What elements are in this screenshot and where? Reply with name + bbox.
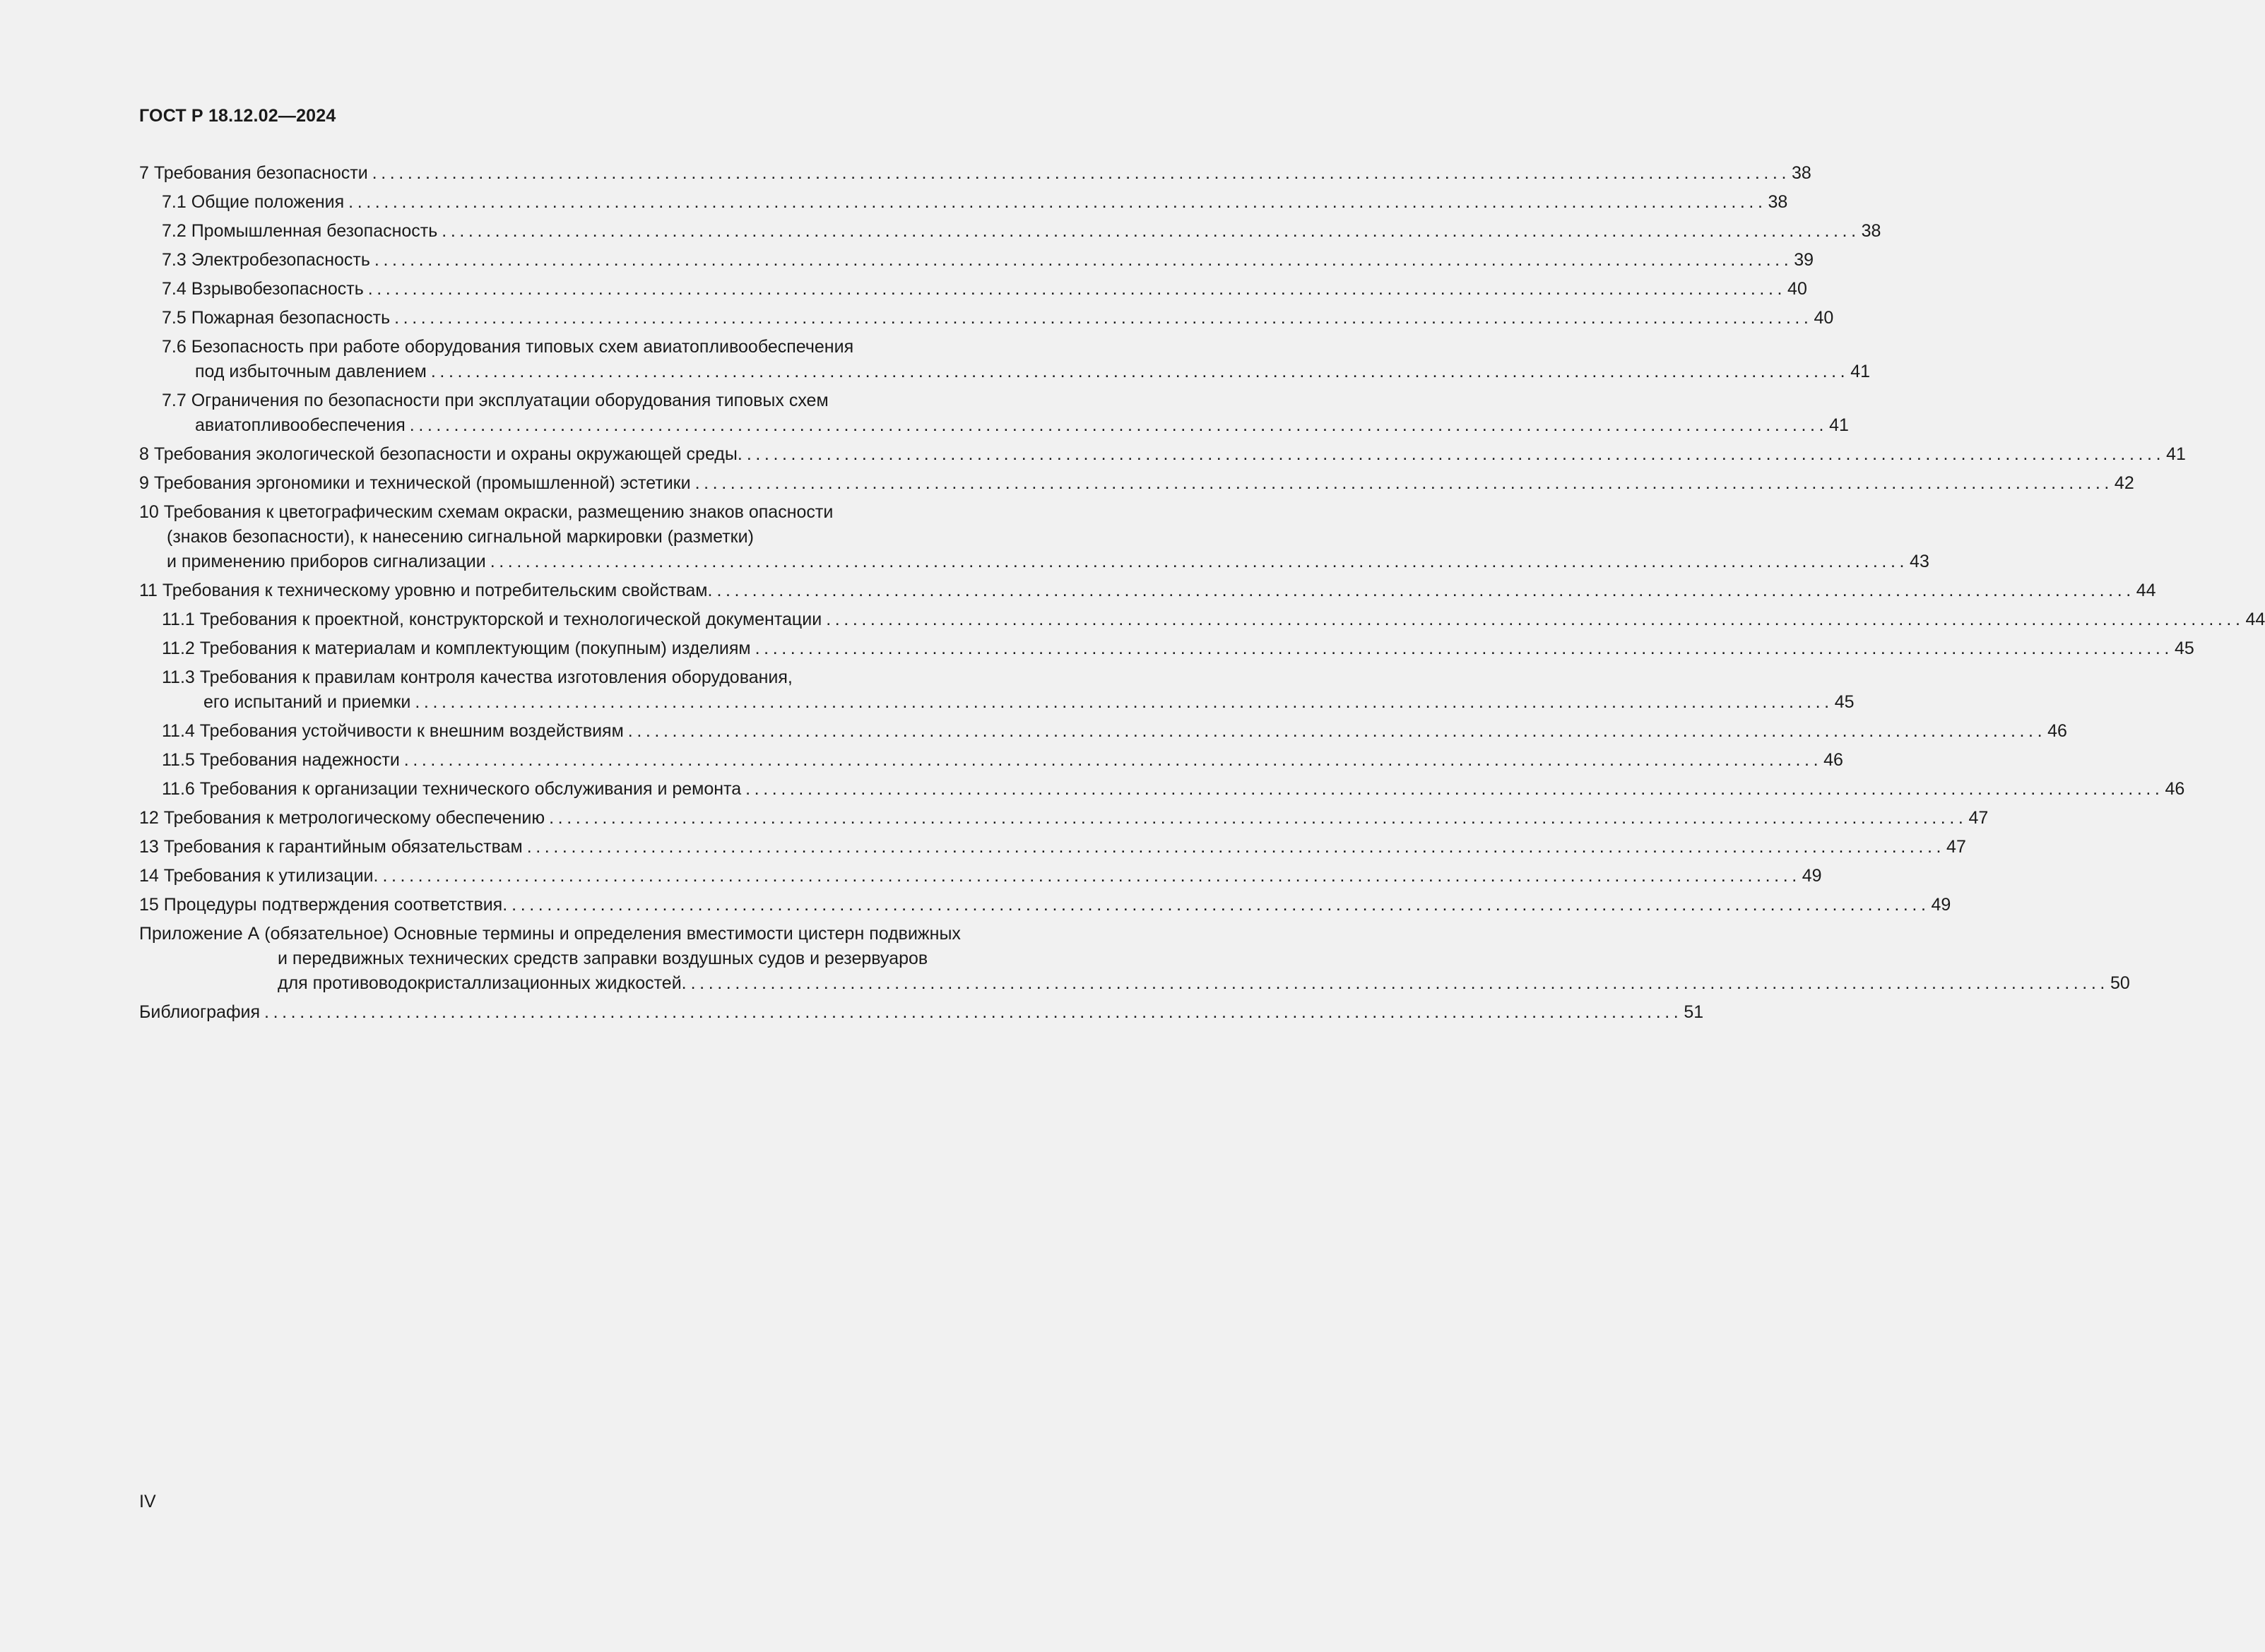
toc-page-number: 46 <box>2165 779 2185 799</box>
toc-entry[interactable] <box>139 748 1843 773</box>
toc-leader-dots: ................................................................................................................................................................ <box>490 552 1909 571</box>
toc-page-number: 43 <box>1910 552 1929 571</box>
toc-page-number: 44 <box>2245 610 2265 629</box>
toc-entry[interactable] <box>139 306 1834 331</box>
toc-leader-dots: ................................................................................................................................................................ <box>430 362 1850 381</box>
toc-page-number: 46 <box>1823 750 1843 770</box>
toc-entry-title: 7 Требования безопасности <box>139 163 368 183</box>
toc-page-number: 47 <box>1968 808 1989 828</box>
toc-leader-dots: ................................................................................................................................................................ <box>755 638 2173 658</box>
toc-leader-dots: ................................................................................................................................................................ <box>403 750 1823 770</box>
toc-entry[interactable] <box>139 777 2185 802</box>
toc-leader-dots: ................................................................................................................................................................ <box>526 837 1946 857</box>
toc-entry[interactable] <box>139 835 1966 860</box>
toc-entry-title: 11.5 Требования надежности <box>162 750 400 770</box>
toc-entry[interactable] <box>139 719 2067 744</box>
toc-page-number: 38 <box>1768 192 1788 212</box>
toc-leader-dots: ................................................................................................................................................................ <box>627 721 2047 741</box>
toc-entry-title: 7.5 Пожарная безопасность <box>162 308 391 328</box>
toc-entry-title-line: Приложение А (обязательное) Основные термины и определения вместимости цистерн подвижных <box>139 924 961 944</box>
toc-leader-dots: ................................................................................................................................................................ <box>442 221 1860 241</box>
toc-page-number: 40 <box>1814 308 1834 328</box>
toc-leader-dots: ................................................................................................................................................................ <box>372 163 1790 183</box>
toc-entry-title-line: 7.7 Ограничения по безопасности при эксплуатации оборудования типовых схем <box>162 391 829 410</box>
toc-leader-dots: ................................................................................................................................................................ <box>694 473 2113 493</box>
toc-entry[interactable] <box>139 388 1849 438</box>
toc-entry-title-continuation: под избыточным давлением <box>195 362 427 381</box>
toc-page-number: 47 <box>1946 837 1966 857</box>
toc-entry-title-line: 7.6 Безопасность при работе оборудования типовых схем авиатопливообеспечения <box>162 337 854 357</box>
toc-entry[interactable] <box>139 471 2134 496</box>
toc-page-number: 40 <box>1787 279 1807 299</box>
toc-entry[interactable] <box>139 500 1929 574</box>
toc-leader-dots: ................................................................................................................................................................ <box>511 895 1930 915</box>
toc-page-number: 49 <box>1931 895 1951 915</box>
toc-leader-dots: ................................................................................................................................................................ <box>264 1002 1683 1022</box>
toc-entry-title-continuation: для противоводокристаллизационных жидкостей. <box>278 973 687 993</box>
toc-entry-title: 9 Требования эргономики и технической (промышленной) эстетики <box>139 473 691 493</box>
toc-entry[interactable] <box>139 636 2194 661</box>
toc-page-number: 46 <box>2047 721 2067 741</box>
toc-leader-dots: ................................................................................................................................................................ <box>690 973 2109 993</box>
toc-entry-title-continuation: (знаков безопасности), к нанесению сигнальной маркировки (разметки) <box>167 527 754 547</box>
page-number: IV <box>139 1492 156 1511</box>
toc-leader-dots: ................................................................................................................................................................ <box>415 692 1833 712</box>
toc-entry-title-line: 10 Требования к цветографическим схемам окраски, размещению знаков опасности <box>139 502 834 522</box>
toc-entry-title-continuation: и передвижных технических средств заправки воздушных судов и резервуаров <box>278 949 928 968</box>
toc-entry[interactable] <box>139 893 1951 917</box>
toc-entry-title: 11.1 Требования к проектной, конструкторской и технологической документации <box>162 610 822 629</box>
toc-entry-title: 11.6 Требования к организации технического обслуживания и ремонта <box>162 779 742 799</box>
toc-entry-title: 15 Процедуры подтверждения соответствия. <box>139 895 508 915</box>
toc-entry-title: 14 Требования к утилизации. <box>139 866 379 886</box>
toc-entry-title: 11.2 Требования к материалам и комплектующим (покупным) изделиям <box>162 638 751 658</box>
toc-entry-title: 11 Требования к техническому уровню и потребительским свойствам. <box>139 581 713 600</box>
toc-entry-title: 11.4 Требования устойчивости к внешним воздействиям <box>162 721 624 741</box>
toc-leader-dots: ................................................................................................................................................................ <box>549 808 1968 828</box>
toc-page-number: 41 <box>1850 362 1871 381</box>
toc-leader-dots: ................................................................................................................................................................ <box>394 308 1813 328</box>
toc-page-number: 41 <box>2166 444 2186 464</box>
toc-page-number: 39 <box>1794 250 1814 270</box>
toc-page-number: 42 <box>2114 473 2134 493</box>
toc-leader-dots: ................................................................................................................................................................ <box>745 779 2164 799</box>
toc-page-number: 45 <box>1834 692 1855 712</box>
toc-entry-title: 12 Требования к метрологическому обеспечению <box>139 808 545 828</box>
toc-entry-title: 13 Требования к гарантийным обязательствам <box>139 837 523 857</box>
toc-entry-title: 8 Требования экологической безопасности и охраны окружающей среды. <box>139 444 743 464</box>
table-of-contents <box>139 161 2265 1029</box>
toc-leader-dots: ................................................................................................................................................................ <box>382 866 1801 886</box>
toc-page-number: 44 <box>2136 581 2156 600</box>
toc-entry[interactable] <box>139 219 1881 244</box>
toc-entry-title: 7.4 Взрывобезопасность <box>162 279 364 299</box>
toc-entry-title-continuation: и применению приборов сигнализации <box>167 552 486 571</box>
toc-entry-title: 7.1 Общие положения <box>162 192 345 212</box>
toc-leader-dots: ................................................................................................................................................................ <box>348 192 1767 212</box>
toc-page-number: 38 <box>1861 221 1881 241</box>
toc-entry[interactable] <box>139 335 1871 384</box>
toc-entry[interactable] <box>139 607 2265 632</box>
toc-leader-dots: ................................................................................................................................................................ <box>367 279 1787 299</box>
document-code-header: ГОСТ Р 18.12.02—2024 <box>139 106 336 126</box>
toc-entry[interactable] <box>139 442 2186 467</box>
toc-leader-dots: ................................................................................................................................................................ <box>826 610 2245 629</box>
toc-entry-title: 7.2 Промышленная безопасность <box>162 221 438 241</box>
toc-entry-title-continuation: авиатопливообеспечения <box>195 415 406 435</box>
toc-entry[interactable] <box>139 806 1989 831</box>
toc-page-number: 38 <box>1792 163 1811 183</box>
toc-page-number: 50 <box>2110 973 2130 993</box>
toc-entry-title-continuation: его испытаний и приемки <box>203 692 411 712</box>
toc-entry[interactable] <box>139 578 2156 603</box>
toc-leader-dots: ................................................................................................................................................................ <box>716 581 2135 600</box>
toc-entry[interactable] <box>139 161 1811 186</box>
toc-page-number: 49 <box>1802 866 1822 886</box>
toc-entry[interactable] <box>139 190 1788 215</box>
toc-entry-title: Библиография <box>139 1002 261 1022</box>
toc-entry-appendix[interactable] <box>139 922 2130 996</box>
toc-entry-bibliography[interactable] <box>139 1000 1704 1025</box>
toc-entry[interactable] <box>139 248 1814 273</box>
toc-page-number: 45 <box>2174 638 2194 658</box>
toc-entry[interactable] <box>139 864 1822 889</box>
toc-entry-title-line: 11.3 Требования к правилам контроля качества изготовления оборудования, <box>162 667 793 687</box>
toc-page-number: 51 <box>1684 1002 1704 1022</box>
toc-leader-dots: ................................................................................................................................................................ <box>374 250 1793 270</box>
toc-leader-dots: ................................................................................................................................................................ <box>409 415 1828 435</box>
toc-leader-dots: ................................................................................................................................................................ <box>746 444 2165 464</box>
toc-page-number: 41 <box>1829 415 1849 435</box>
toc-entry-title: 7.3 Электробезопасность <box>162 250 370 270</box>
toc-entry[interactable] <box>139 277 1807 302</box>
toc-entry[interactable] <box>139 665 1855 715</box>
